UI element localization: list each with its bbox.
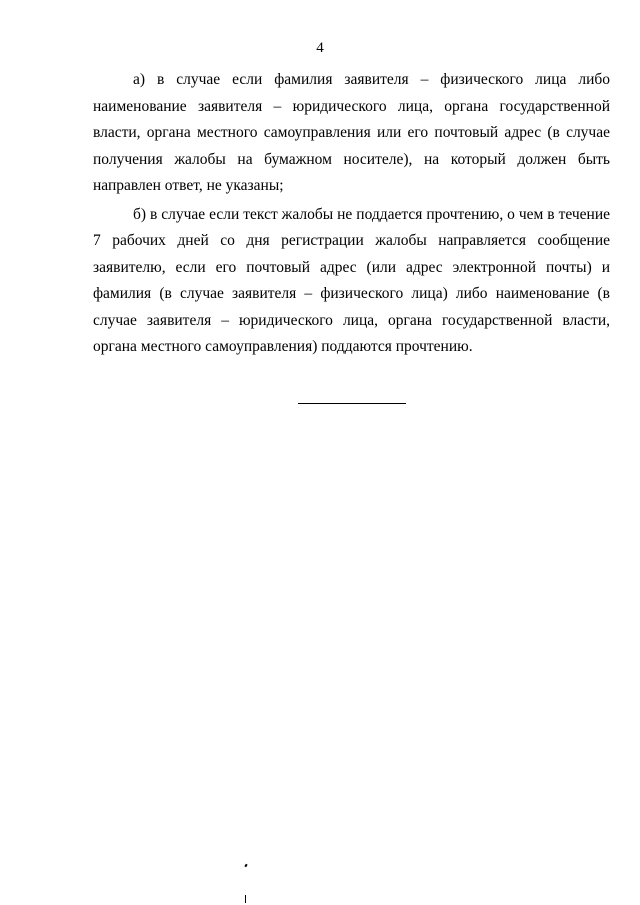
scan-artifact-mark: [245, 895, 246, 903]
paragraph-a: а) в случае если фамилия заявителя – физического лица либо наименование заявителя – юридического лица, органа государственной власти, органа местного самоуправления или его почтовый адрес (в случае получения жалобы на бумажном носителе), на который должен быть направлен ответ, не указаны;: [93, 71, 610, 194]
paragraph-b: б) в случае если текст жалобы не поддается прочтению, о чем в течение 7 рабочих дней со дня регистрации жалобы направляется сообщение заявителю, если его почтовый адрес (или адрес электронной почты) и фамилия (в случае заявителя – физического лица) либо наименование (в случае заявителя – юридического лица, органа государственной власти, органа местного самоуправления) поддаются прочтению.: [93, 205, 610, 355]
scan-artifact-speck: [244, 864, 247, 868]
end-separator-line: [298, 403, 406, 404]
document-body: [93, 67, 610, 363]
page-number: 4: [316, 40, 324, 56]
